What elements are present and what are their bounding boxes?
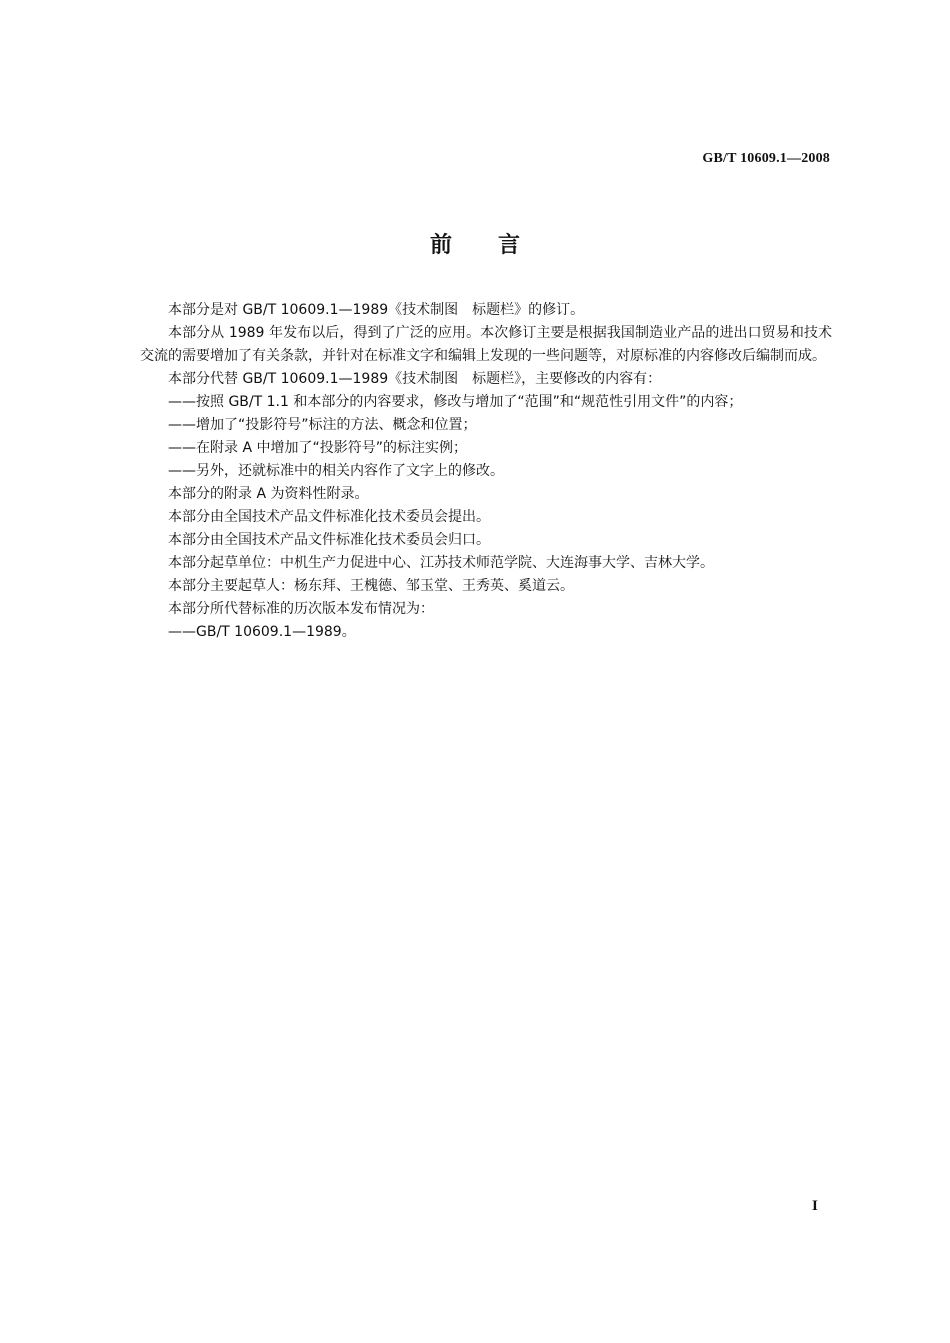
list-item-change-1: ——按照 GB/T 1.1 和本部分的内容要求，修改与增加了“范围”和“规范性引用文件”的内容；	[168, 394, 743, 410]
paragraph-annex: 本部分的附录 A 为资料性附录。	[168, 486, 369, 502]
paragraph-proposed-by: 本部分由全国技术产品文件标准化技术委员会提出。	[168, 509, 490, 525]
standard-code: GB/T 10609.1—2008	[702, 151, 830, 166]
list-item-change-2: ——增加了“投影符号”标注的方法、概念和位置；	[168, 417, 477, 433]
foreword-body	[140, 299, 832, 644]
paragraph-background: 本部分从 1989 年发布以后，得到了广泛的应用。本次修订主要是根据我国制造业产品的进出口贸易和技术交流的需要增加了有关条款，并针对在标准文字和编辑上发现的一些问题等，对原标准的内容修改后编制而成。	[140, 325, 832, 364]
paragraph-history-intro: 本部分所代替标准的历次版本发布情况为：	[168, 601, 434, 617]
list-item-change-4: ——另外，还就标准中的相关内容作了文字上的修改。	[168, 463, 504, 479]
paragraph-drafters: 本部分主要起草人：杨东拜、王槐德、邹玉堂、王秀英、奚道云。	[168, 578, 574, 594]
page-number: I	[812, 1198, 818, 1214]
page-title: 前言	[429, 233, 566, 258]
paragraph-drafting-units: 本部分起草单位：中机生产力促进中心、江苏技术师范学院、大连海事大学、吉林大学。	[168, 555, 714, 571]
paragraph-revision-of: 本部分是对 GB/T 10609.1—1989《技术制图 标题栏》的修订。	[168, 302, 585, 318]
paragraph-managed-by: 本部分由全国技术产品文件标准化技术委员会归口。	[168, 532, 490, 548]
list-item-history-1: ——GB/T 10609.1—1989。	[168, 624, 356, 640]
paragraph-replaces: 本部分代替 GB/T 10609.1—1989《技术制图 标题栏》，主要修改的内容有：	[168, 371, 662, 387]
list-item-change-3: ——在附录 A 中增加了“投影符号”的标注实例；	[168, 440, 467, 456]
